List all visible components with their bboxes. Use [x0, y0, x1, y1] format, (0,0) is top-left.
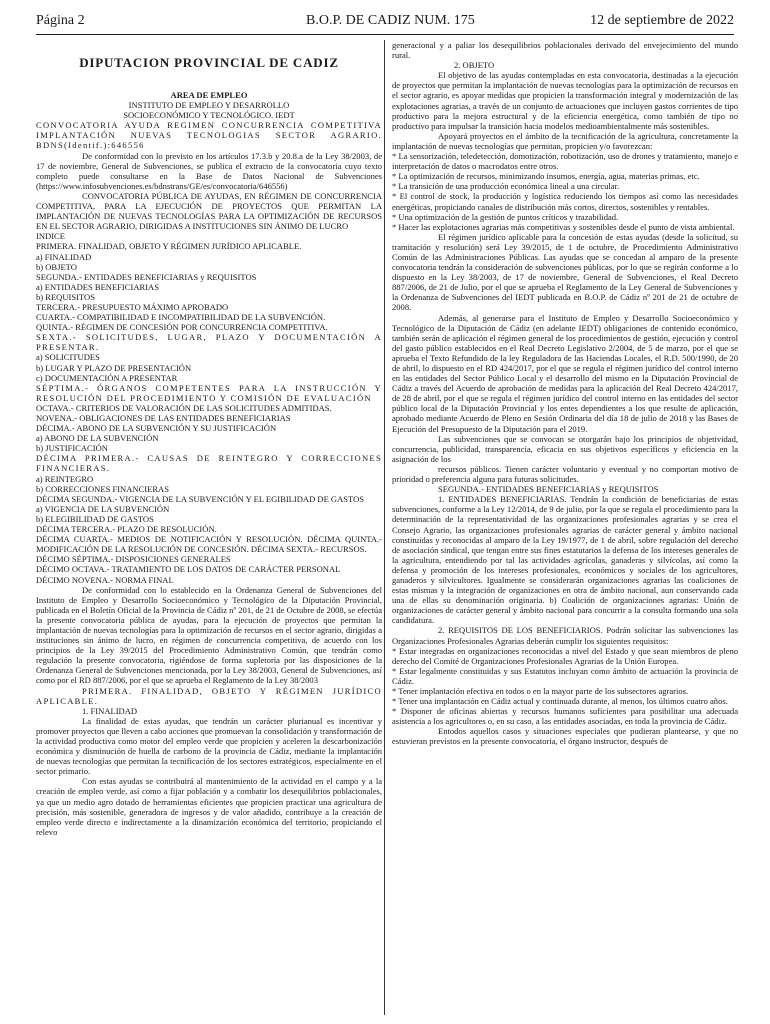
- paragraph: * Estar integradas en organizaciones reconocidas a nivel del Estado y que sean miembros de pleno derecho del Comité de Organizaciones Profesionales Agrarias de la Unión Europea.: [392, 645, 738, 666]
- paragraph: b) JUSTIFICACIÓN: [36, 443, 108, 454]
- paragraph: DÉCIMA.- ABONO DE LA SUBVENCIÓN Y SU JUSTIFICACIÓN: [36, 423, 277, 434]
- paragraph: 2. REQUISITOS DE LOS BENEFICIARIOS. Podrán solicitar las subvenciones las Organizaciones Profesionales Agrarias deberán cumplir los siguientes requisitos:: [392, 625, 738, 646]
- paragraph: De conformidad con lo previsto en los artículos 17.3.b y 20.8.a de la Ley 38/2003, de 17 de noviembre, General de Subvenciones, se publica el extracto de la convocatoria cuyo texto completo puede consultarse en la Base de Datos Nacional de Subvenciones (https://www.infosubvenciones.es/bdnstrans/GE/es/convocatoria/646556): [36, 150, 382, 191]
- paragraph: CUARTA.- COMPATIBILIDAD E INCOMPATIBILIDAD DE LA SUBVENCIÓN.: [36, 312, 326, 323]
- section-title: DIPUTACION PROVINCIAL DE CADIZ: [79, 55, 339, 70]
- paragraph: PRIMERA. FINALIDAD, OBJETO Y RÉGIMEN JURÍDICO APLICABLE.: [36, 685, 382, 706]
- paragraph: La finalidad de estas ayudas, que tendrán un carácter plurianual es incentivar y promover proyectos que lleven a cabo acciones que promuevan la consolidación y transformación de la actividad productiva como motor del empleo verde que propicien y aceleren la descarbonización económica y disminución de huella de carbono de la provincia de Cádiz, mediante la implantación de nuevas tecnologías que permitan la tecnificación de los sectores estratégicos, especialmente en el sector primario.: [36, 715, 382, 777]
- paragraph: * La sensorización, teledetección, domotización, robotización, uso de drones y tratamiento, manejo e interpretación de datos o macrodatos entre otros.: [392, 151, 738, 172]
- paragraph: Entodos aquellos casos y situaciones especiales que pudieran plantearse, y que no estuvieran previstos en la presente convocatoria, el órgano instructor, después de: [392, 726, 738, 747]
- paragraph: El régimen jurídico aplicable para la concesión de estas ayudas (desde la solicitud, su tramitación y resolución) será Ley 39/2015, de 1 de octubre, de Procedimiento Administrativo Común de las Administraciones Públicas. Las ayudas que se concedan al amparo de la presente convocatoria tendrán la consideración de subvenciones públicas, por lo que se regirán conforme a lo dispuesto en la Ley 38/2003, de 17 de noviembre, General de Subvenciones, el Real Decreto 887/2006, de 21 de Julio, por el que se aprueba el Reglamento de la Ley General de Subvenciones y la Ordenanza de Subvenciones del IEDT publicada en B.O.P. de Cádiz nº 201 de 21 de octubre de 2008.: [392, 231, 738, 313]
- paragraph: * Tener implantación efectiva en todos o en la mayor parte de los subsectores agrarios.: [392, 686, 689, 696]
- page-header: [36, 13, 734, 35]
- paragraph: b) ELEGIBILIDAD DE GASTOS: [36, 513, 154, 524]
- publication-title: B.O.P. DE CADIZ NUM. 175: [306, 13, 475, 28]
- paragraph: generacional y a paliar los desequilibrios poblacionales derivado del envejecimiento del mundo rural.: [392, 40, 738, 61]
- paragraph: SÉPTIMA.- ÓRGANOS COMPETENTES PARA LA INSTRUCCIÓN Y RESOLUCIÓN DEL PROCEDIMIENTO Y COMISIÓN DE EVALUACIÓN: [36, 382, 382, 403]
- paragraph: b) CORRECCIONES FINANCIERAS: [36, 483, 169, 494]
- paragraph: a) ABONO DE LA SUBVENCIÓN: [36, 433, 159, 444]
- right-column-body: [392, 40, 738, 747]
- page-number: Página 2: [36, 13, 85, 28]
- paragraph: Con estas ayudas se contribuirá al mantenimiento de la actividad en el campo y a la creación de empleo verde, así como a fijar población y a combatir los desequilibrios poblacionales, ya que un medio agro dotado de herramientas eficientes que propicien practicar una agricultura de precisión, más sostenible, generadora de ingresos y de valor añadido, contribuye a la creación de empleo verde directo e indirectamente a la dinamización económica del territorio, propiciando el relevo: [36, 776, 382, 837]
- paragraph: AREA DE EMPLEO: [170, 90, 248, 100]
- paragraph: 1. FINALIDAD: [82, 705, 138, 716]
- paragraph: 1. ENTIDADES BENEFICIARIAS. Tendrán la condición de beneficiarias de estas subvenciones, conforme a la Ley 12/2014, de 9 de julio, por la que se regula el procedimiento para la determinación de la representatividad de las organizaciones profesionales agrarias y se crea el Consejo Agrario, las organizaciones profesionales agrarias de carácter general y ámbito nacional constituidas y reconocidas al amparo de la Ley 19/1977, de 1 de abril, sobre regulación del derecho de asociación sindical, que tengan entre sus fines estatutarios la defensa de los intereses generales de la agricultura, entendiendo por tal las actividades agrícolas, ganaderas y silvícolas, así como la defensa y promoción de los intereses profesionales, económicos y sociales de los agricultores, ganaderos y silvicultores. Igualmente se considerarán organizaciones agrarias las coaliciones de estas mismas y la integración de organizaciones en otra de ámbito nacional, aun conservando cada una de ellas su denominación originaria. b) Coalición de organizaciones agrarias: Unión de organizaciones de carácter general y ámbito nacional para concurrir a la consulta formando una sola candidatura.: [392, 494, 738, 626]
- paragraph: TERCERA.- PRESUPUESTO MÁXIMO APROBADO: [36, 301, 229, 312]
- paragraph: a) REINTEGRO: [36, 473, 94, 484]
- paragraph: recursos públicos. Tienen carácter voluntario y eventual y no comportan motivo de prioridad o preferencia alguna para futuras solicitudes.: [392, 463, 738, 485]
- paragraph: a) SOLICITUDES: [36, 352, 100, 363]
- paragraph: INDICE: [36, 231, 65, 242]
- paragraph: * La transición de una producción económica lineal a una circular.: [392, 181, 620, 192]
- left-column-body: [36, 90, 382, 837]
- paragraph: b) OBJETO: [36, 261, 77, 272]
- paragraph: QUINTA.- RÉGIMEN DE CONCESIÓN POR CONCURRENCIA COMPETITIVA.: [36, 322, 328, 333]
- paragraph: DÉCIMA CUARTA.- MEDIOS DE NOTIFICACIÓN Y RESOLUCIÓN. DÉCIMA QUINTA.- MODIFICACIÓN DE LA RESOLUCIÓN DE CONCESIÓN. DÉCIMA SEXTA.- RECURSOS.: [36, 534, 382, 555]
- paragraph: SEGUNDA.- ENTIDADES BENEFICIARIAS y REQUISITOS: [438, 484, 659, 495]
- paragraph: INSTITUTO DE EMPLEO Y DESARROLLO: [128, 100, 290, 111]
- paragraph: SEXTA.- SOLICITUDES, LUGAR, PLAZO Y DOCUMENTACIÓN A PRESENTAR.: [36, 332, 382, 353]
- paragraph: a) FINALIDAD: [36, 251, 92, 262]
- header-rule: [36, 34, 734, 35]
- paragraph: 2. OBJETO: [454, 60, 495, 71]
- paragraph: DÉCIMA PRIMERA.- CAUSAS DE REINTEGRO Y CORRECCIONES FINANCIERAS.: [36, 453, 382, 474]
- paragraph: DÉCIMA TERCERA.- PLAZO DE RESOLUCIÓN.: [36, 524, 217, 535]
- column-divider: [384, 40, 385, 1015]
- paragraph: * La optimización de recursos, minimizando insumos, energía, agua, materias primas, etc.: [392, 171, 700, 182]
- paragraph: CONVOCATORIA AYUDA REGIMEN CONCURRENCIA COMPETITIVA IMPLANTACIÓN NUEVAS TECNOLOGIAS SECTOR AGRARIO. BDNS(Identif.):646556: [36, 120, 382, 151]
- paragraph: CONVOCATORIA PÚBLICA DE AYUDAS, EN RÉGIMEN DE CONCURRENCIA COMPETITIVA, PARA LA EJECUCIÓN DE PROYECTOS QUE PERMITAN LA IMPLANTACIÓN DE NUEVAS TECNOLOGÍAS PARA LA OPTIMIZACIÓN DE RECURSOS EN EL SECTOR AGRARIO, DIRIGIDAS A INSTITUCIONES SIN ÁNIMO DE LUCRO: [36, 190, 382, 232]
- paragraph: OCTAVA.- CRITERIOS DE VALORACIÓN DE LAS SOLICITUDES ADMITIDAS.: [36, 402, 332, 413]
- paragraph: * Una optimización de la gestión de puntos críticos y trazabilidad.: [392, 211, 619, 222]
- paragraph: PRIMERA. FINALIDAD, OBJETO Y RÉGIMEN JURÍDICO APLICABLE.: [36, 241, 302, 252]
- paragraph: * Estar legalmente constituidas y sus Estatutos incluyan como ámbito de actuación la provincia de Cádiz.: [392, 665, 738, 686]
- paragraph: * Disponer de oficinas abiertas y recursos humanos suficientes para posibilitar una adecuada asistencia a los agricultores o, en su caso, a las entidades asociadas, en toda la provincia de Cádiz.: [392, 706, 738, 727]
- paragraph: b) LUGAR Y PLAZO DE PRESENTACIÓN: [36, 362, 192, 373]
- paragraph: Las subvenciones que se convocan se otorgarán bajo los principios de objetividad, concurrencia, publicidad, transparencia, eficacia en sus objetivos específicos y eficiencia en la asignación de los: [392, 433, 738, 464]
- left-column: [36, 40, 382, 1015]
- paragraph: c) DOCUMENTACIÓN A PRESENTAR: [36, 372, 178, 383]
- paragraph: DÉCIMO OCTAVA.- TRATAMIENTO DE LOS DATOS DE CARÁCTER PERSONAL: [36, 564, 341, 575]
- paragraph: a) ENTIDADES BENEFICIARIAS: [36, 281, 159, 292]
- paragraph: DÉCIMO SÉPTIMA.- DISPOSICIONES GENERALES: [36, 554, 231, 565]
- paragraph: * Tener una implantación en Cádiz actual y continuada durante, al menos, los últimos cuatro años.: [392, 696, 728, 707]
- paragraph: Además, al generarse para el Instituto de Empleo y Desarrollo Socioeconómico y Tecnológico de la Diputación de Cádiz (en adelante IEDT) obligaciones de contenido económico, también serán de aplicación el régimen general de los procedimientos de gestión, ejecución y control del gasto público establecidos en el Real Decreto Legislativo 2/2004, de 5 de marzo, por el que se aprueba el Texto Refundido de la ley Reguladora de las Haciendas Locales, el R.D. 500/1990, de 20 de abril, lo dispuesto en el RD 424/2017, por el que se regula el régimen jurídico del control interno en las entidades del Sector Público Local y el desarrollo del mismo en la Diputación Provincial de Cádiz a través del Acuerdo de aprobación de medidas para la aplicación del Real Decreto 424/2017, de 28 de abril, por el que se regula el régimen jurídico del control interno en las entidades del sector público local de la Diputación Provincial y los entes dependientes a los que resulte de aplicación, aprobado mediante Acuerdo de Pleno en Sesión Ordinaria del día 18 de julio de 2018 y las Bases de Ejecución del Presupuesto de la Diputación para el 2019.: [392, 312, 738, 434]
- paragraph: NOVENA.- OBLIGACIONES DE LAS ENTIDADES BENEFICIARIAS: [36, 413, 291, 423]
- paragraph: * El control de stock, la producción y logística reduciendo los tiempos así como las necesidades energéticas, propiciando canales de distribución más cortos, directos, sostenibles y rentables.: [392, 191, 738, 212]
- paragraph: SOCIOECONÓMICO Y TECNOLÓGICO. IEDT: [123, 110, 295, 121]
- paragraph: De conformidad con lo establecido en la Ordenanza General de Subvenciones del Instituto de Empleo y Desarrollo Socioeconómico y Tecnológico de la Diputación Provincial, publicada en el Boletín Oficial de la Provincia de Cádiz nº 201, de 21 de Octubre de 2008, se efectúa la presente convocatoria pública de ayudas, para la ejecución de proyectos que permitan la implantación de nuevas tecnologías para la optimización de recursos en el sector agrario, dirigidas a instituciones sin ánimo de lucro, en régimen de concurrencia competitiva, de acuerdo con los principios de la Ley 39/2015 del Procedimiento Administrativo Común, que tendrán como regulación la presente convocatoria, rigiéndose de forma supletoria por las disposiciones de la Ordenanza General de Subvenciones mencionada, por la Ley 38/2003, General de Subvenciones, así como por el RD 887/2006, por el que se aprueba el Reglamento de la Ley 38/2003: [36, 584, 382, 686]
- paragraph: * Hacer las explotaciones agrarias más competitivas y sostenibles desde el punto de vista ambiental.: [392, 221, 735, 232]
- publication-date: 12 de septiembre de 2022: [590, 13, 734, 28]
- paragraph: SEGUNDA.- ENTIDADES BENEFICIARIAS y REQUISITOS: [36, 271, 257, 282]
- paragraph: DÉCIMO NOVENA.- NORMA FINAL: [36, 574, 174, 585]
- paragraph: b) REQUISITOS: [36, 291, 95, 302]
- paragraph: El objetivo de las ayudas contempladas en esta convocatoria, destinadas a la ejecución de proyectos que permitan la implantación de nuevas tecnologías para la optimización de recursos en el sector agrario, es apoyar medidas que propicien la transformación integral y modernización de las explotaciones agrarias, a través de un conjunto de actuaciones que incluyen gastos corrientes de tipo productivo para la mejora estructural y de la eficiencia energética, como también de tipo no productivo para impulsar la transición hacia modelos medioambientalmente más sostenibles.: [392, 70, 738, 131]
- right-column: [392, 40, 738, 1015]
- paragraph: Apoyará proyectos en el ámbito de la tecnificación de la agricultura, concretamente la implantación de nuevas tecnologías que permitan, propicien y/o favorezcan:: [392, 130, 738, 151]
- paragraph: DÉCIMA SEGUNDA.- VIGENCIA DE LA SUBVENCIÓN Y EL EGIBILIDAD DE GASTOS: [36, 493, 365, 504]
- paragraph: a) VIGENCIA DE LA SUBVENCIÓN: [36, 503, 170, 514]
